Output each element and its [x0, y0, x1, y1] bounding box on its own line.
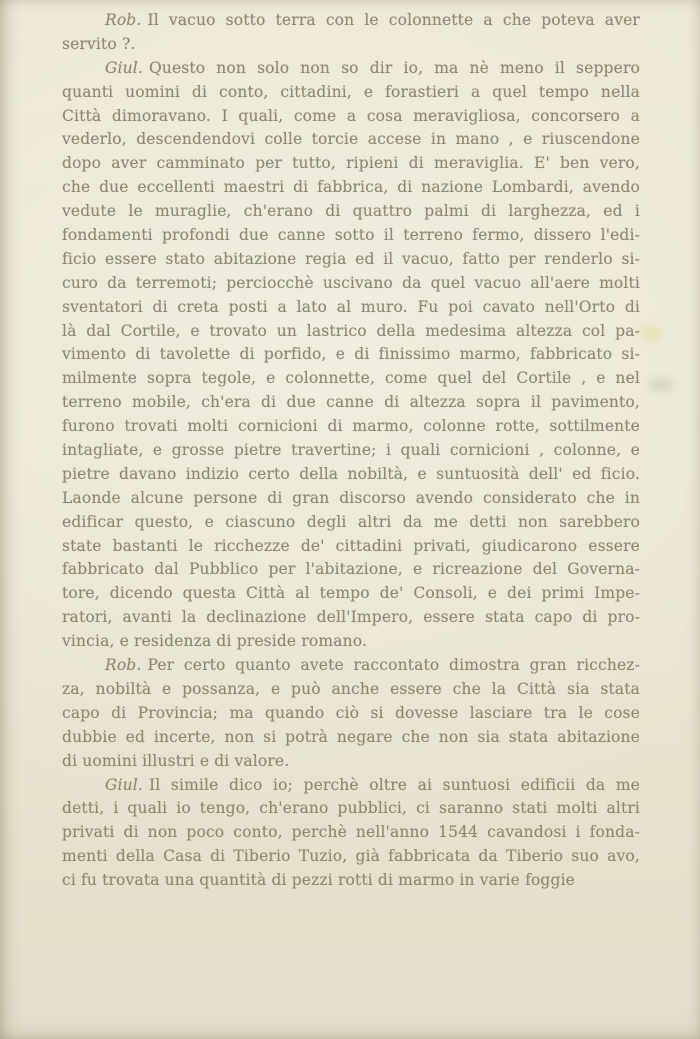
text-line: Rob. Il vacuo sotto terra con le colonnette a che poteva aver — [105, 11, 640, 29]
text-line: servito ?. — [62, 34, 136, 53]
speaker-label: Rob. — [105, 656, 142, 675]
text-line: là dal Cortile, e trovato un lastrico della medesima altezza col pa- — [62, 321, 640, 340]
text-line: vincia, e residenza di preside romano. — [62, 632, 368, 651]
text-line: pietre davano indizio certo della nobiltà, e suntuosità dell' ed ficio. — [62, 464, 640, 483]
text-line: intagliate, e grosse pietre travertine; i quali cornicioni , colonne, e — [62, 441, 640, 460]
text-line: di uomini illustri e di valore. — [62, 751, 290, 770]
text-line: fondamenti profondi due canne sotto il terreno fermo, dissero l'edi- — [62, 226, 640, 245]
text-line: tore, dicendo questa Città al tempo de' Consoli, e dei primi Impe- — [62, 584, 640, 603]
text-line: vedute le muraglie, ch'erano di quattro palmi di larghezza, ed i — [62, 202, 640, 221]
paper-smudge — [648, 378, 674, 392]
text-line: sventatori di creta posti a lato al muro. Fu poi cavato nell'Orto di — [62, 297, 640, 316]
text-line: curo da terremoti; perciocchè uscivano da quel vacuo all'aere molti — [62, 273, 640, 292]
text-line: dopo aver camminato per tutto, ripieni di meraviglia. E' ben vero, — [62, 154, 640, 173]
text-line: Rob. Per certo quanto avete raccontato dimostra gran ricchez- — [105, 656, 640, 675]
text-line: dubbie ed incerte, non si potrà negare che non sia stata abitazione — [62, 727, 640, 746]
text-line: terreno mobile, ch'era di due canne di altezza sopra il pavimento, — [62, 393, 640, 412]
text-line: Città dimoravano. I quali, come a cosa meravigliosa, concorsero a — [62, 106, 640, 125]
text-line: state bastanti le ricchezze de' cittadini privati, giudicarono essere — [62, 536, 640, 555]
text-line: za, nobiltà e possanza, e può anche essere che la Città sia stata — [62, 679, 640, 698]
text-line: Laonde alcune persone di gran discorso avendo considerato che in — [62, 488, 640, 507]
text-line: privati di non poco conto, perchè nell'anno 1544 cavandosi i fonda- — [62, 823, 640, 842]
text-line: menti della Casa di Tiberio Tuzio, già fabbricata da Tiberio suo avo, — [62, 847, 640, 866]
text-line: Giul. Il simile dico io; perchè oltre ai suntuosi edificii da me — [105, 775, 640, 794]
paragraph — [62, 9, 640, 57]
text-line: fabbricato dal Pubblico per l'abitazione, e ricreazione del Governa- — [62, 560, 640, 579]
text-line: milmente sopra tegole, e colonnette, come quel del Cortile , e nel — [62, 369, 640, 388]
speaker-label: Giul. — [105, 58, 143, 77]
paragraph — [62, 774, 640, 893]
text-line: ratori, avanti la declinazione dell'Impero, essere stata capo di pro- — [62, 608, 640, 627]
text-line: che due eccellenti maestri di fabbrica, di nazione Lombardi, avendo — [62, 178, 640, 197]
paragraph — [62, 57, 640, 654]
text-line: ci fu trovata una quantità di pezzi rotti di marmo in varie foggie — [62, 871, 576, 890]
speaker-label: Rob. — [105, 11, 142, 29]
text-line: furono trovati molti cornicioni di marmo, colonne rotte, sottilmente — [62, 417, 640, 436]
text-line: detti, i quali io tengo, ch'erano pubblici, ci saranno stati molti altri — [62, 799, 640, 818]
text-line: vederlo, descendendovi colle torcie accese in mano , e riuscendone — [62, 130, 640, 149]
speaker-label: Giul. — [105, 775, 143, 794]
text-line: quanti uomini di conto, cittadini, e forastieri a quel tempo nella — [62, 82, 640, 101]
page-text-block — [62, 9, 640, 893]
paper-stain — [640, 325, 662, 341]
text-line: Giul. Questo non solo non so dir io, ma nè meno il seppero — [105, 58, 640, 77]
paragraph — [62, 654, 640, 773]
text-line: capo di Provincia; ma quando ciò si dovesse lasciare tra le cose — [62, 703, 640, 722]
text-line: ficio essere stato abitazione regia ed il vacuo, fatto per renderlo si- — [62, 249, 640, 268]
text-line: edificar questo, e ciascuno degli altri da me detti non sarebbero — [62, 512, 640, 531]
text-line: vimento di tavolette di porfido, e di finissimo marmo, fabbricato si- — [62, 345, 640, 364]
